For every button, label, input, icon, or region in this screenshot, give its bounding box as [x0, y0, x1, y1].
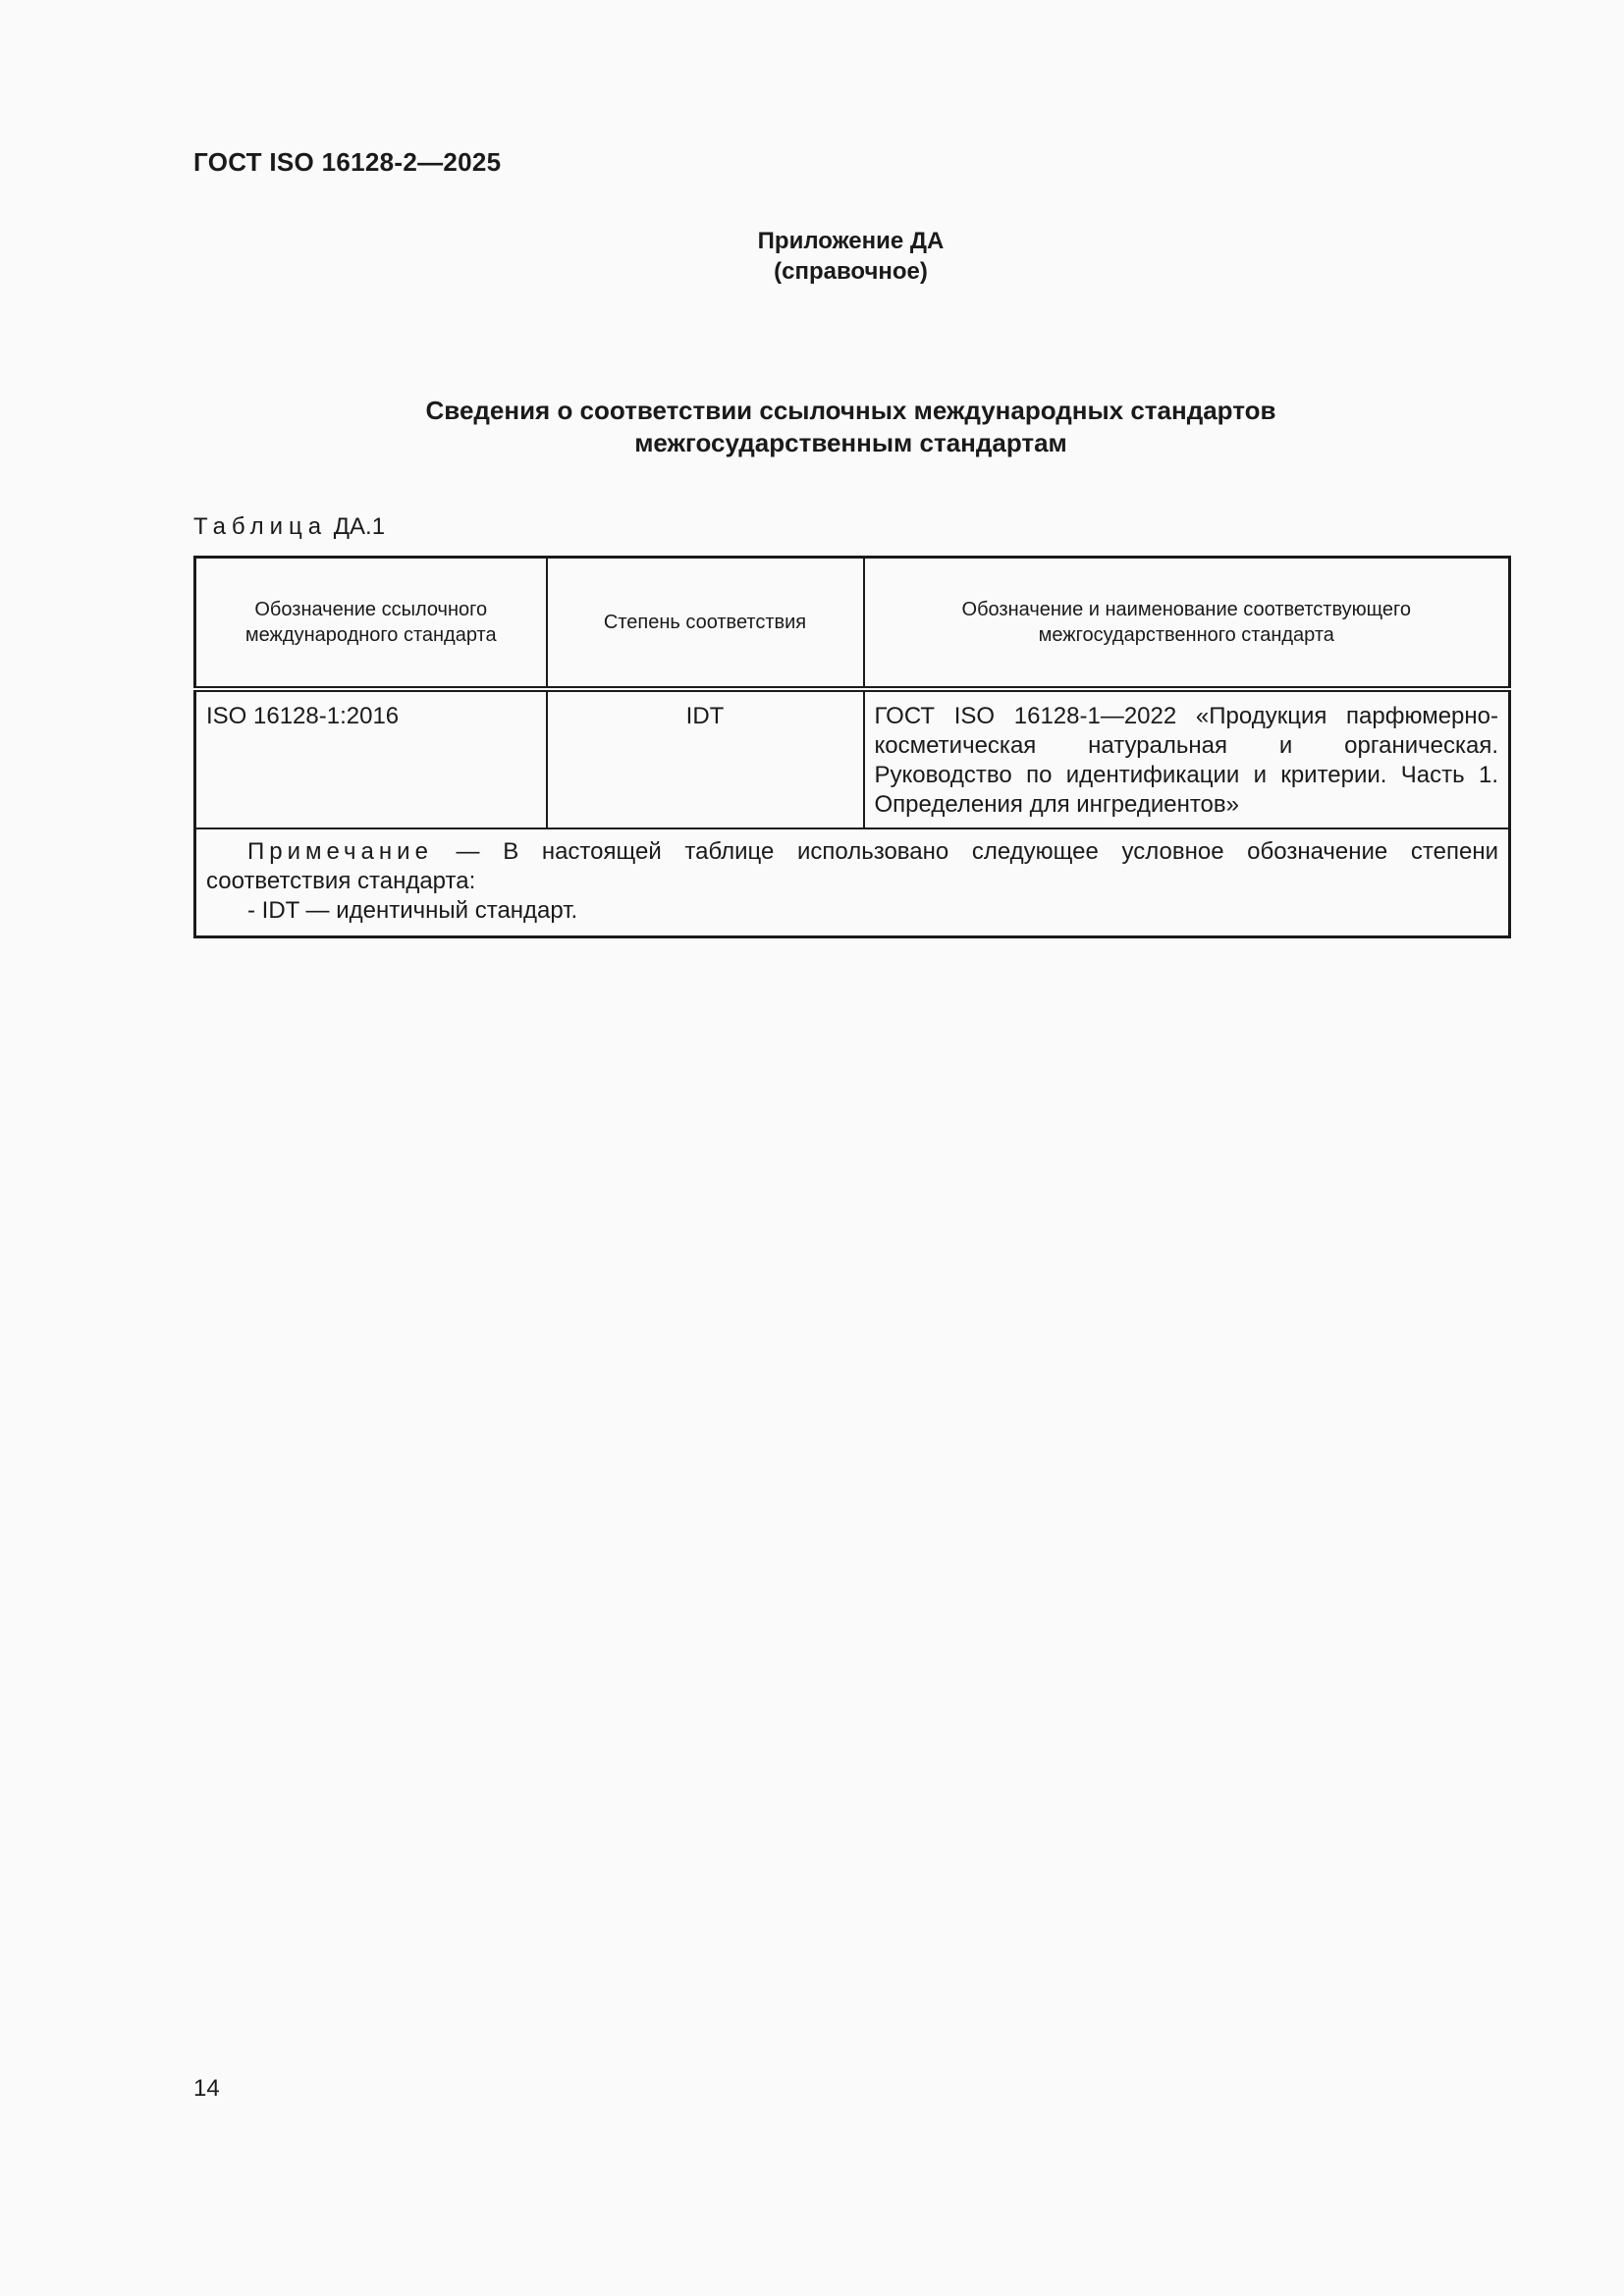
- table-header-row: [195, 558, 1510, 690]
- table-caption-word: Таблица: [193, 513, 328, 540]
- note-label: Примечание: [247, 838, 433, 865]
- cell-reference-standard: ISO 16128-1:2016: [195, 689, 547, 828]
- section-title-line1: Сведения о соответствии ссылочных международных стандартов: [425, 396, 1276, 425]
- section-title: [193, 395, 1508, 459]
- correspondence-table: [193, 556, 1511, 938]
- table-note-row: [195, 828, 1510, 937]
- document-code: ГОСТ ISO 16128-2—2025: [193, 147, 502, 177]
- appendix-title: Приложение ДА: [757, 228, 945, 254]
- table-note: [195, 828, 1510, 937]
- note-item: - IDT — идентичный стандарт.: [247, 897, 578, 924]
- column-header-reference-standard: Обозначение ссылочного международного стандарта: [195, 558, 547, 690]
- cell-degree: IDT: [547, 689, 864, 828]
- column-header-degree: Степень соответствия: [547, 558, 864, 690]
- table-caption-number: ДА.1: [333, 513, 386, 540]
- cell-interstate-standard: ГОСТ ISO 16128-1—2022 «Продукция парфюмерно-косметическая натуральная и органическая. Руководство по идентификации и критерии. Часть 1. Определения для ингредиентов»: [864, 689, 1510, 828]
- page-number: 14: [193, 2075, 220, 2102]
- note-text: — В настоящей таблице использовано следующее условное обозначение степени соответствия стандарта:: [206, 838, 1498, 894]
- note-paragraph: [206, 837, 1498, 896]
- appendix-type: (справочное): [774, 258, 928, 285]
- column-header-interstate-standard: Обозначение и наименование соответствующего межгосударственного стандарта: [864, 558, 1510, 690]
- section-title-line2: межгосударственным стандартам: [634, 428, 1067, 457]
- appendix-heading: [193, 226, 1508, 287]
- table-row: [195, 689, 1510, 828]
- table-caption: [193, 513, 385, 541]
